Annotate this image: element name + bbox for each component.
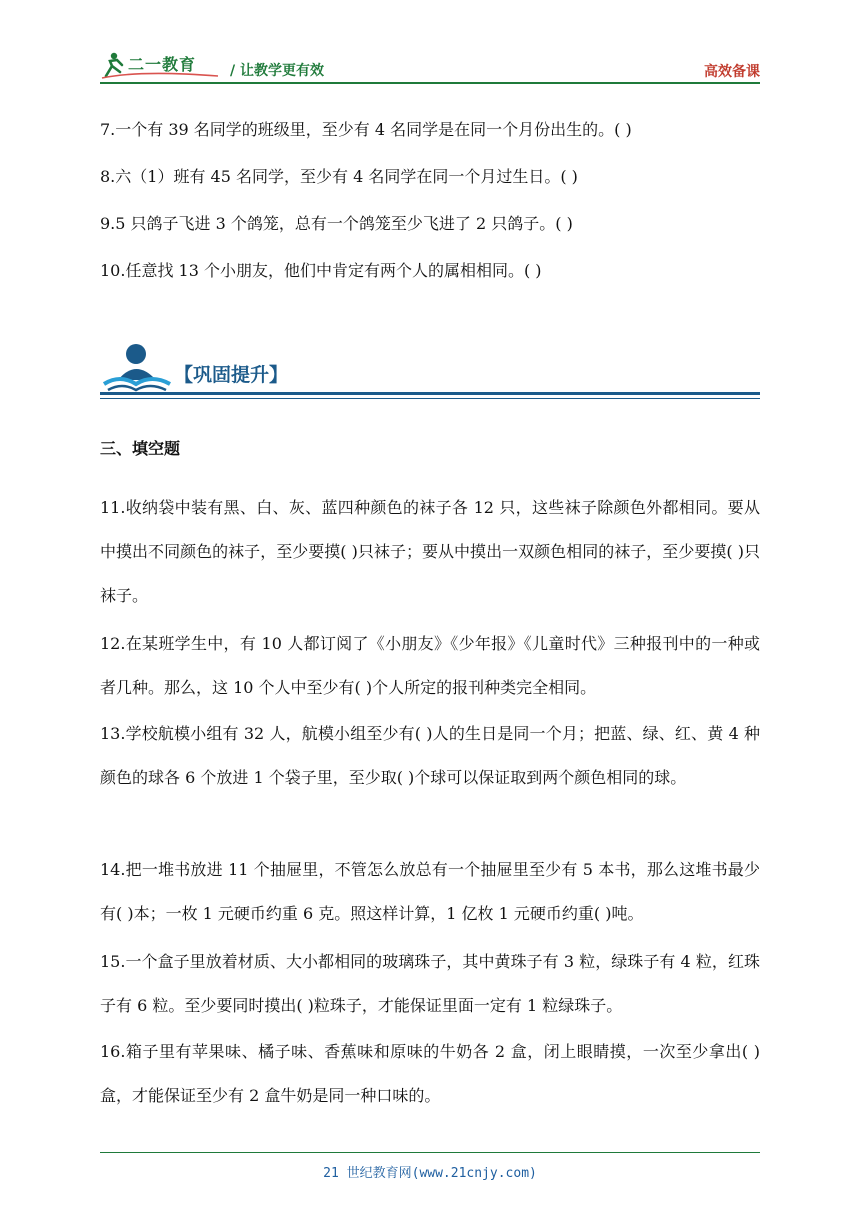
question-12: 12.在某班学生中，有 10 人都订阅了《小朋友》《少年报》《儿童时代》三种报刊中的一种或者几种。那么，这 10 个人中至少有( )个人所定的报刊种类完全相同。 bbox=[100, 634, 760, 697]
header-divider bbox=[100, 82, 760, 84]
page-header bbox=[100, 48, 760, 82]
question-9: 9.5 只鸽子飞进 3 个鸽笼，总有一个鸽笼至少飞进了 2 只鸽子。( ) bbox=[100, 214, 573, 233]
section-banner bbox=[100, 338, 760, 404]
reader-book-icon bbox=[100, 340, 174, 394]
question-7: 7.一个有 39 名同学的班级里，至少有 4 名同学是在同一个月份出生的。( ) bbox=[100, 120, 632, 139]
banner-line-thin bbox=[100, 398, 760, 399]
footer-divider bbox=[100, 1152, 760, 1153]
question-10: 10.任意找 13 个小朋友，他们中肯定有两个人的属相相同。( ) bbox=[100, 261, 542, 280]
banner-title: 【巩固提升】 bbox=[174, 364, 289, 386]
question-13: 13.学校航模小组有 32 人，航模小组至少有( )人的生日是同一个月；把蓝、绿、红、黄 4 种颜色的球各 6 个放进 1 个袋子里，至少取( )个球可以保证取到两个颜色相同的球。 bbox=[100, 724, 760, 787]
question-16: 16.箱子里有苹果味、橘子味、香蕉味和原味的牛奶各 2 盒，闭上眼睛摸，一次至少拿出( )盒，才能保证至少有 2 盒牛奶是同一种口味的。 bbox=[100, 1042, 760, 1105]
header-right-label: 高效备课 bbox=[704, 64, 760, 80]
question-14: 14.把一堆书放进 11 个抽屉里，不管怎么放总有一个抽屉里至少有 5 本书，那么这堆书最少有( )本；一枚 1 元硬币约重 6 克。照这样计算，1 亿枚 1 元硬币约重( )吨。 bbox=[100, 860, 760, 923]
logo-text: 二一教育 bbox=[128, 55, 197, 74]
question-15: 15.一个盒子里放着材质、大小都相同的玻璃珠子，其中黄珠子有 3 粒，绿珠子有 4 粒，红珠子有 6 粒。至少要同时摸出( )粒珠子，才能保证里面一定有 1 粒绿珠子。 bbox=[100, 952, 760, 1015]
header-slogan: / 让教学更有效 bbox=[230, 63, 324, 79]
question-8: 8.六（1）班有 45 名同学，至少有 4 名同学在同一个月过生日。( ) bbox=[100, 167, 578, 186]
banner-line-thick bbox=[100, 392, 760, 395]
footer-text: 21 世纪教育网(www.21cnjy.com) bbox=[323, 1166, 537, 1181]
section-title: 三、填空题 bbox=[100, 439, 181, 458]
question-11: 11.收纳袋中装有黑、白、灰、蓝四种颜色的袜子各 12 只，这些袜子除颜色外都相同。要从中摸出不同颜色的袜子，至少要摸( )只袜子；要从中摸出一双颜色相同的袜子，至少要摸( )只袜子。 bbox=[100, 498, 760, 605]
